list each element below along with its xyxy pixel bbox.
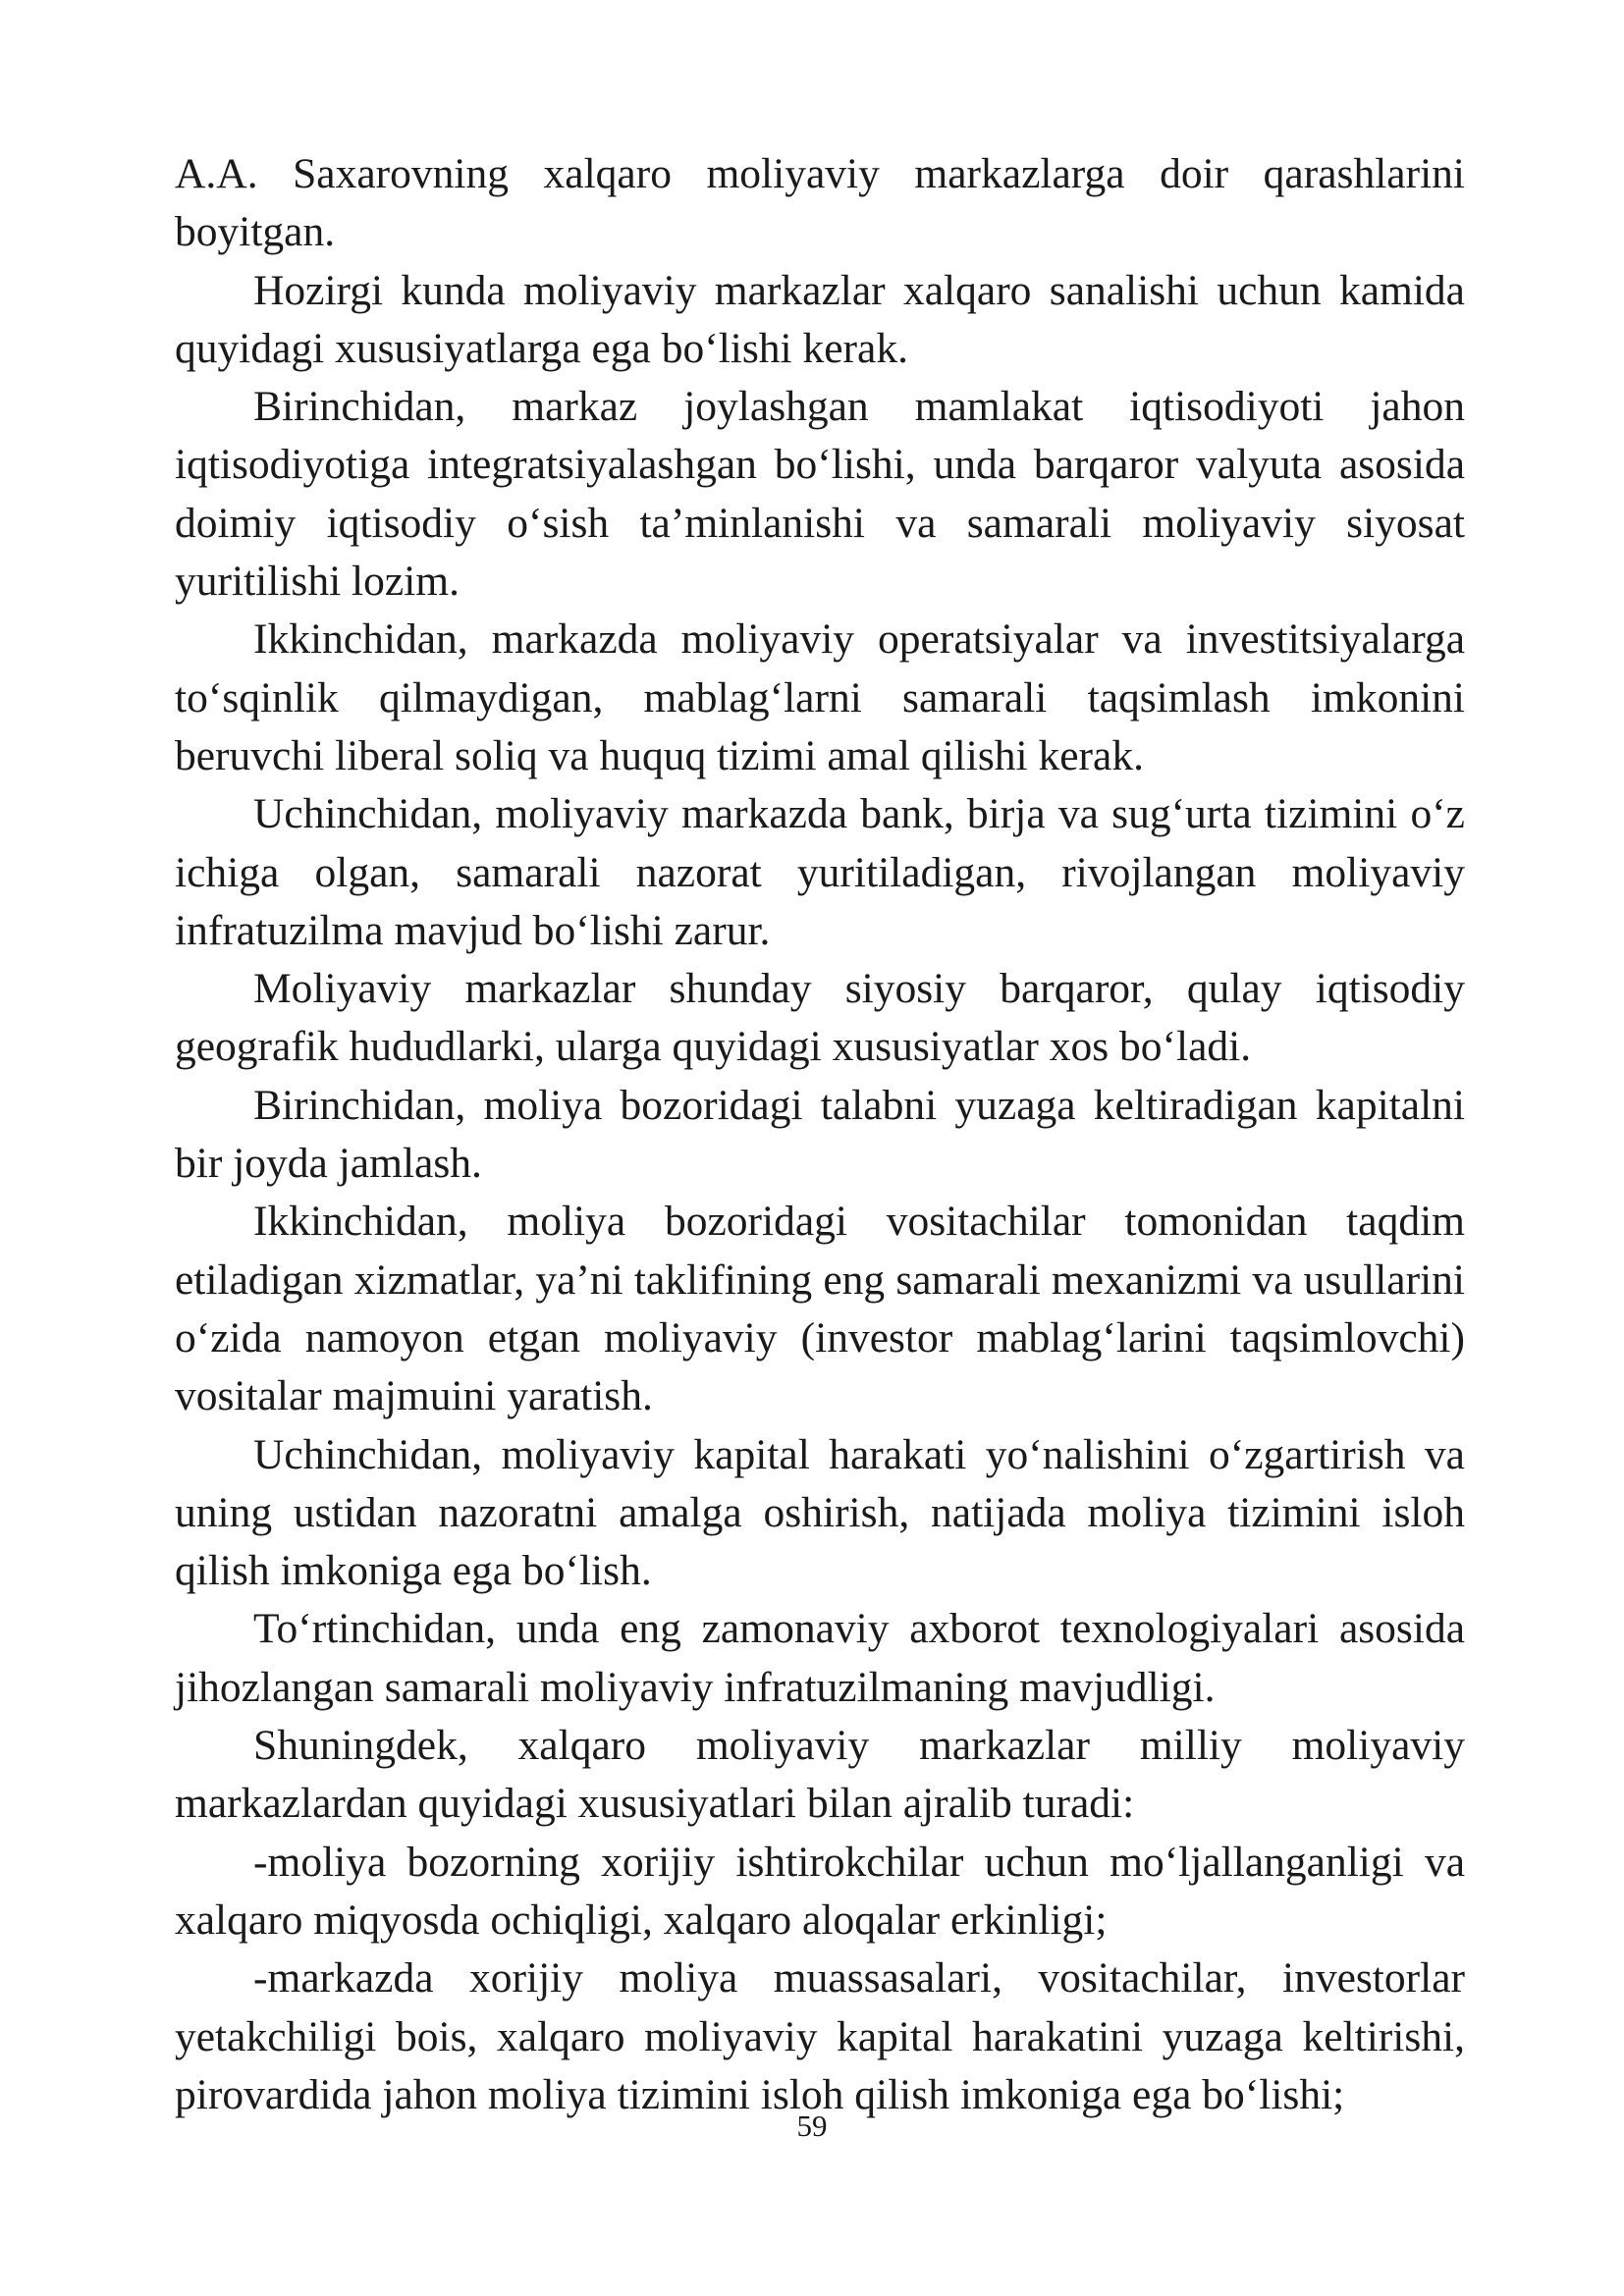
- list-item-1: -moliya bozorning xorijiy ishtirokchilar uchun mo‘ljallanganligi va xalqaro miqyosda ochiqligi, xalqaro aloqalar erkinligi;: [175, 1838, 1465, 1944]
- paragraph-9: Uchinchidan, moliyaviy kapital harakati yo‘nalishini o‘zgartirish va uning ustidan nazoratni amalga oshirish, natijada moliya tizimini isloh qilish imkoniga ega bo‘lish.: [175, 1430, 1465, 1595]
- paragraph-6: Moliyaviy markazlar shunday siyosiy barqaror, qulay iqtisodiy geografik hududlarki, ularga quyidagi xususiyatlar xos bo‘ladi.: [175, 965, 1465, 1071]
- list-item-2: -markazda xorijiy moliya muassasalari, vositachilar, investorlar yetakchiligi bois, xalqaro moliyaviy kapital harakatini yuzaga keltirishi, pirovardida jahon moliya tizimini isloh qilish imkoniga ega bo‘lishi;: [175, 1954, 1465, 2118]
- paragraph-8: Ikkinchidan, moliya bozoridagi vositachilar tomonidan taqdim etiladigan xizmatlar, ya’ni taklifining eng samarali mexanizmi va usullarini o‘zida namoyon etgan moliyaviy (investor mablag‘larini taqsimlovchi) vositalar majmuini yaratish.: [175, 1198, 1465, 1420]
- paragraph-5: Uchinchidan, moliyaviy markazda bank, birja va sug‘urta tizimini o‘z ichiga olgan, samarali nazorat yuritiladigan, rivojlangan moliyaviy infratuzilma mavjud bo‘lishi zarur.: [175, 790, 1465, 954]
- page-body: [175, 145, 1465, 2124]
- paragraph-11: Shuningdek, xalqaro moliyaviy markazlar milliy moliyaviy markazlardan quyidagi xususiyatlari bilan ajralib turadi:: [175, 1722, 1465, 1828]
- paragraph-10: To‘rtinchidan, unda eng zamonaviy axborot texnologiyalari asosida jihozlangan samarali moliyaviy infratuzilmaning mavjudligi.: [175, 1605, 1465, 1711]
- paragraph-4: Ikkinchidan, markazda moliyaviy operatsiyalar va investitsiyalarga to‘sqinlik qilmaydigan, mablag‘larni samarali taqsimlash imkonini beruvchi liberal soliq va huquq tizimi amal qilishi kerak.: [175, 615, 1465, 779]
- paragraph-1: A.A. Saxarovning xalqaro moliyaviy markazlarga doir qarashlarini boyitgan.: [175, 150, 1465, 256]
- paragraph-7: Birinchidan, moliya bozoridagi talabni yuzaga keltiradigan kapitalni bir joyda jamlash.: [175, 1081, 1465, 1188]
- page-number: 59: [796, 2109, 828, 2143]
- paragraph-3: Birinchidan, markaz joylashgan mamlakat iqtisodiyoti jahon iqtisodiyotiga integratsiyalashgan bo‘lishi, unda barqaror valyuta asosida doimiy iqtisodiy o‘sish ta’minlanishi va samarali moliyaviy siyosat yuritilishi lozim.: [175, 383, 1465, 606]
- paragraph-2: Hozirgi kunda moliyaviy markazlar xalqaro sanalishi uchun kamida quyidagi xususiyatlarga ega bo‘lishi kerak.: [175, 266, 1465, 372]
